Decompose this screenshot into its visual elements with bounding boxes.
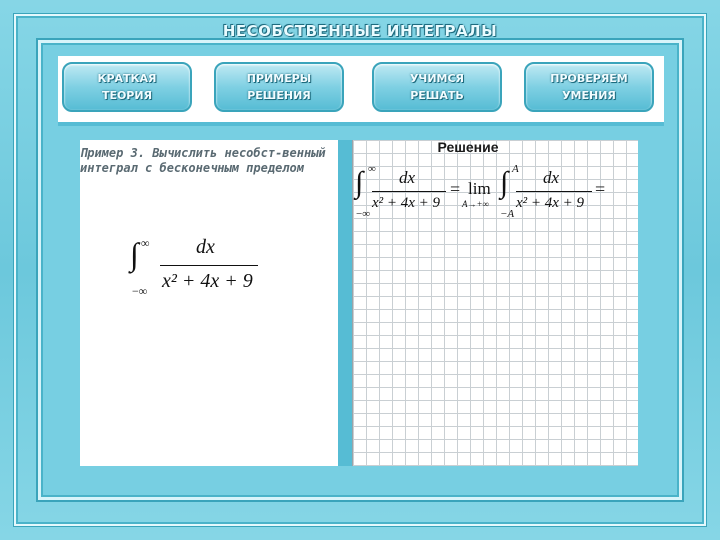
fraction-bar	[160, 265, 258, 266]
example-panel	[80, 140, 338, 466]
integral-upper-limit: ∞	[368, 163, 376, 175]
nav-button-learn[interactable]	[372, 62, 502, 112]
nav-button-label: ПРОВЕРЯЕМ УМЕНИЯ	[550, 72, 628, 102]
nav-button-check[interactable]	[524, 62, 654, 112]
page-title: НЕСОБСТВЕННЫЕ ИНТЕГРАЛЫ	[222, 22, 498, 40]
integral-sign: ∫	[355, 166, 364, 199]
example-label: Пример 3.	[80, 146, 146, 160]
nav-button-label: КРАТКАЯ ТЕОРИЯ	[97, 72, 157, 102]
example-statement	[80, 146, 342, 176]
integral-lower-limit: −∞	[132, 284, 148, 298]
integral-numerator: dx	[196, 236, 215, 258]
integral-upper-limit: ∞	[141, 236, 150, 250]
equals-sign: =	[595, 179, 606, 199]
solution-denominator: x² + 4x + 9	[516, 195, 585, 211]
nav-button-label: УЧИМСЯ РЕШАТЬ	[409, 72, 465, 102]
integral-lower-limit: −∞	[356, 208, 371, 220]
solution-numerator: dx	[543, 168, 560, 187]
solution-title: Решение	[437, 139, 499, 155]
integral-upper-limit: A	[512, 163, 519, 175]
limit-label: lim	[468, 179, 491, 198]
equals-sign: =	[450, 179, 461, 199]
integral-sign: ∫	[130, 236, 139, 272]
nav-button-label: ПРИМЕРЫ РЕШЕНИЯ	[246, 72, 312, 102]
example-description: Вычислить несобст-венный интеграл с бесконечным пределом	[80, 146, 326, 175]
solution-numerator: dx	[399, 168, 416, 187]
nav-button-theory[interactable]	[62, 62, 192, 112]
fraction-bar	[372, 191, 446, 192]
nav-bar	[58, 56, 664, 122]
integral-denominator: x² + 4x + 9	[162, 270, 253, 292]
integral-lower-limit: −A	[500, 208, 515, 220]
panel-divider	[338, 140, 352, 466]
nav-button-examples[interactable]	[214, 62, 344, 112]
limit-subscript: A→+∞	[462, 199, 489, 209]
fraction-bar	[516, 191, 592, 192]
integral-sign: ∫	[500, 166, 509, 199]
solution-denominator: x² + 4x + 9	[372, 195, 441, 211]
